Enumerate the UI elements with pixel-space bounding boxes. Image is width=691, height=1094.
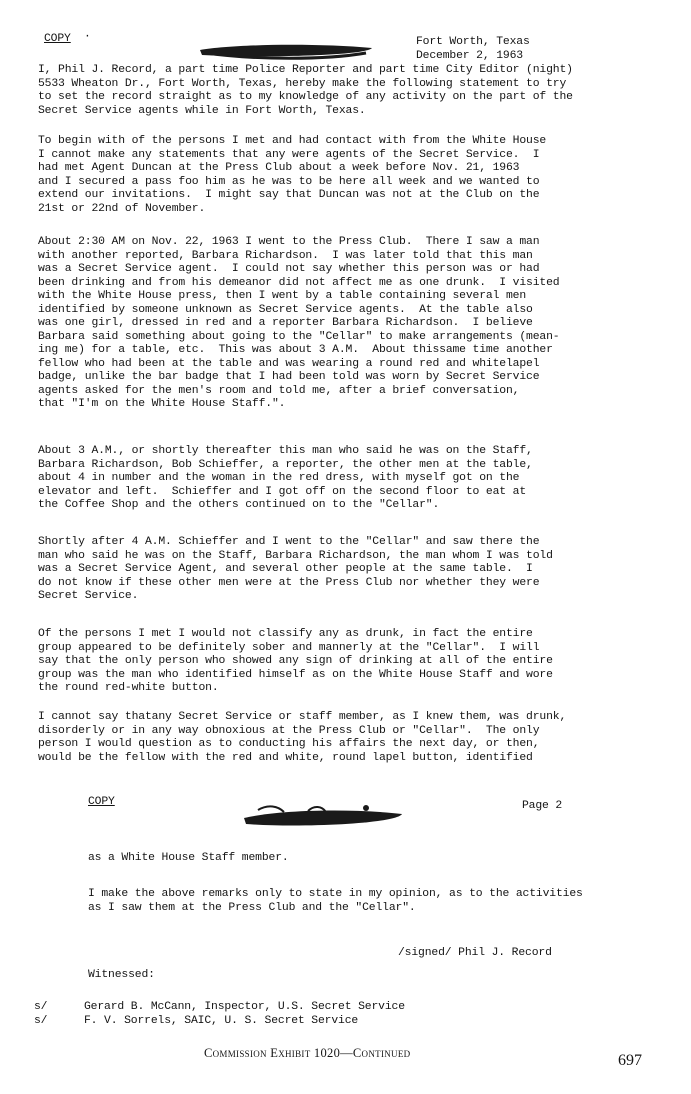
text-line: I cannot say thatany Secret Service or staff member, as I knew them, was drunk, (38, 711, 567, 723)
text-line: I cannot make any statements that any were agents of the Secret Service. I (38, 148, 540, 161)
paragraph-2 (38, 135, 658, 216)
text-line: with the White House press, then I went by a table containing several men (38, 290, 527, 302)
page-number: 697 (618, 1052, 642, 1069)
text-line: Of the persons I met I would not classify any as drunk, in fact the entire (38, 628, 533, 640)
text-line: would be the fellow with the red and white, round lapel button, identified (38, 751, 533, 764)
date-line: December 2, 1963 (416, 50, 523, 62)
paragraph-4 (38, 445, 658, 513)
text-line: Secret Service agents while in Fort Worth, Texas. (38, 104, 366, 117)
witness-line: F. V. Sorrels, SAIC, U. S. Secret Service (84, 1015, 359, 1027)
text-line: do not know if these other men were at the Press Club nor whether they were (38, 576, 540, 589)
text-line: been drinking and from his demeanor did not affect me as one drunk. I visited (38, 276, 560, 289)
text-line: Secret Service. (38, 590, 139, 602)
text-line: About 3 A.M., or shortly thereafter this man who said he was on the Staff, (38, 445, 533, 457)
text-line: man who said he was on the Staff, Barbara Richardson, the man whom I was told (38, 549, 553, 562)
text-line: elevator and left. Schieffer and I got off on the second floor to eat at (38, 485, 527, 498)
text-line: ing me) for a table, etc. This was about 3 A.M. About thissame time another (38, 344, 553, 356)
page2-paragraph-2 (88, 888, 648, 915)
text-line: Barbara Richardson, Bob Schieffer, a reporter, the other men at the table, (38, 458, 533, 471)
text-line: agents asked for the men's room and told me, after a brief conversation, (38, 384, 520, 397)
copy-label-page2: COPY (88, 796, 115, 808)
witness-line: Gerard B. McCann, Inspector, U.S. Secret Service (84, 1001, 405, 1013)
text-line: the Coffee Shop and the others continued on to the "Cellar". (38, 499, 440, 511)
speck-mark: · (84, 31, 91, 43)
text-line: to set the record straight as to my knowledge of any activity on the part of the (38, 91, 573, 103)
text-line: About 2:30 AM on Nov. 22, 1963 I went to the Press Club. There I saw a man (38, 236, 540, 248)
text-line: with another reported, Barbara Richardson. I was later told that this man (38, 249, 533, 262)
text-line: about 4 in number and the woman in the red dress, with myself got on the (38, 472, 520, 484)
text-line: the round red-white button. (38, 682, 219, 694)
text-line: 5533 Wheaton Dr., Fort Worth, Texas, hereby make the following statement to try (38, 77, 567, 90)
text-line: identified by someone unknown as Secret Service agents. At the table also (38, 303, 533, 316)
paragraph-1 (38, 64, 658, 118)
text-line: was a Secret Service Agent, and several other people at the same table. I (38, 563, 533, 575)
exhibit-caption: Commission Exhibit 1020—Continued (204, 1046, 411, 1060)
text-line: I, Phil J. Record, a part time Police Reporter and part time City Editor (night) (38, 64, 573, 76)
text-line: as I saw them at the Press Club and the "Cellar". (88, 901, 416, 914)
text-line: say that the only person who showed any sign of drinking at all of the entire (38, 655, 553, 667)
text-line: and I secured a pass foo him as he was to be here all week and we wanted to (38, 175, 540, 188)
page2-paragraph-1 (88, 852, 648, 866)
redaction-mark-page2 (238, 802, 408, 832)
text-line: had met Agent Duncan at the Press Club about a week before Nov. 21, 1963 (38, 162, 520, 174)
text-line: as a White House Staff member. (88, 852, 289, 864)
witness-mark: s/ (34, 1001, 48, 1013)
text-line: person I would question as to conducting his affairs the next day, or then, (38, 738, 540, 750)
copy-label: COPY (44, 33, 71, 45)
text-line: Barbara said something about going to the "Cellar" to make arrangements (mean- (38, 330, 560, 343)
signature-line: /signed/ Phil J. Record (398, 947, 552, 959)
text-line: fellow who had been at the table and was wearing a round red and whitelapel (38, 357, 540, 370)
text-line: 21st or 22nd of November. (38, 202, 206, 215)
text-line: extend our invitations. I might say that Duncan was not at the Club on the (38, 189, 540, 201)
paragraph-5 (38, 536, 658, 604)
redaction-mark (196, 40, 376, 62)
paragraph-7 (38, 711, 658, 765)
paragraph-3 (38, 236, 658, 412)
witness-mark: s/ (34, 1015, 48, 1027)
text-line: was one girl, dressed in red and a reporter Barbara Richardson. I believe (38, 317, 533, 329)
witnessed-label: Witnessed: (88, 969, 155, 981)
text-line: was a Secret Service agent. I could not say whether this person was or had (38, 263, 540, 275)
text-line: I make the above remarks only to state in my opinion, as to the activities (88, 888, 583, 900)
text-line: that "I'm on the White House Staff.". (38, 398, 286, 410)
text-line: disorderly or in any way obnoxious at the Press Club or "Cellar". The only (38, 724, 540, 737)
text-line: group appeared to be definitely sober and mannerly at the "Cellar". I will (38, 641, 540, 654)
paragraph-6 (38, 628, 658, 696)
text-line: Shortly after 4 A.M. Schieffer and I went to the "Cellar" and saw there the (38, 536, 540, 548)
text-line: To begin with of the persons I met and had contact with from the White House (38, 135, 547, 147)
page2-label: Page 2 (522, 800, 563, 812)
location-line: Fort Worth, Texas (416, 36, 530, 48)
text-line: group was the man who identified himself as on the White House Staff and wore (38, 668, 553, 681)
text-line: badge, unlike the bar badge that I had been told was worn by Secret Service (38, 371, 540, 383)
